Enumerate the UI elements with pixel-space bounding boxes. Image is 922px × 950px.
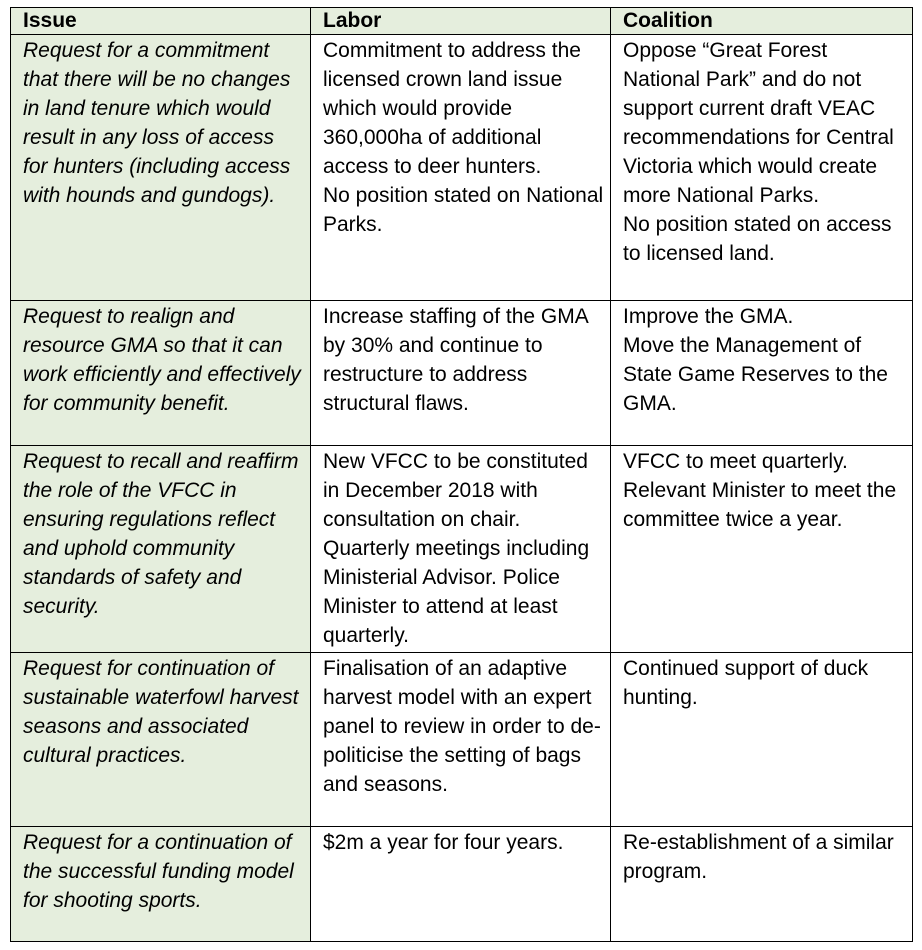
issue-text: Request to realign and resource GMA so that it can work efficiently and effectively for community benefit.	[23, 305, 301, 415]
coalition-cell	[611, 653, 913, 827]
coalition-text: Relevant Minister to meet the committee twice a year.	[623, 479, 897, 531]
labor-cell	[311, 827, 611, 942]
table-row	[11, 35, 913, 301]
labor-cell	[311, 35, 611, 301]
coalition-text: Continued support of duck hunting.	[623, 657, 869, 709]
header-coalition: Coalition	[611, 8, 913, 35]
coalition-cell	[611, 301, 913, 446]
table-row	[11, 653, 913, 827]
table-row	[11, 827, 913, 942]
policy-comparison-table	[10, 7, 913, 942]
coalition-text: Oppose “Great Forest National Park” and do not support current draft VEAC recommendations for Central Victoria which would create more National Parks.	[623, 39, 894, 207]
issue-cell	[11, 446, 311, 653]
coalition-text: No position stated on access to licensed land.	[623, 213, 892, 265]
issue-cell	[11, 35, 311, 301]
header-row	[11, 8, 913, 35]
coalition-text: VFCC to meet quarterly.	[623, 450, 848, 473]
labor-text: Finalisation of an adaptive harvest model with an expert panel to review in order to de-politicise the setting of bags and seasons.	[323, 657, 601, 796]
issue-text: Request to recall and reaffirm the role of the VFCC in ensuring regulations reflect and uphold community standards of safety and security.	[23, 450, 299, 618]
header-issue: Issue	[11, 8, 311, 35]
issue-text: Request for a commitment that there will be no changes in land tenure which would result in any loss of access for hunters (including access with hounds and gundogs).	[23, 39, 291, 207]
labor-cell	[311, 446, 611, 653]
issue-cell	[11, 653, 311, 827]
issue-text: Request for continuation of sustainable waterfowl harvest seasons and associated cultural practices.	[23, 657, 299, 767]
issue-text: Request for a continuation of the successful funding model for shooting sports.	[23, 831, 294, 912]
labor-text: No position stated on National Parks.	[323, 184, 604, 236]
labor-text: $2m a year for four years.	[323, 831, 564, 854]
coalition-text: Move the Management of State Game Reserves to the GMA.	[623, 334, 888, 415]
labor-text: Increase staffing of the GMA by 30% and continue to restructure to address structural flaws.	[323, 305, 588, 415]
labor-cell	[311, 653, 611, 827]
issue-cell	[11, 827, 311, 942]
table-row	[11, 301, 913, 446]
labor-cell	[311, 301, 611, 446]
header-labor: Labor	[311, 8, 611, 35]
coalition-cell	[611, 446, 913, 653]
labor-text: Commitment to address the licensed crown land issue which would provide 360,000ha of additional access to deer hunters.	[323, 39, 581, 178]
coalition-text: Improve the GMA.	[623, 305, 794, 328]
issue-cell	[11, 301, 311, 446]
coalition-text: Re-establishment of a similar program.	[623, 831, 894, 883]
coalition-cell	[611, 35, 913, 301]
labor-text: New VFCC to be constituted in December 2018 with consultation on chair. Quarterly meetings including Ministerial Advisor. Police Minister to attend at least quarterly.	[323, 450, 590, 647]
table-row	[11, 446, 913, 653]
coalition-cell	[611, 827, 913, 942]
